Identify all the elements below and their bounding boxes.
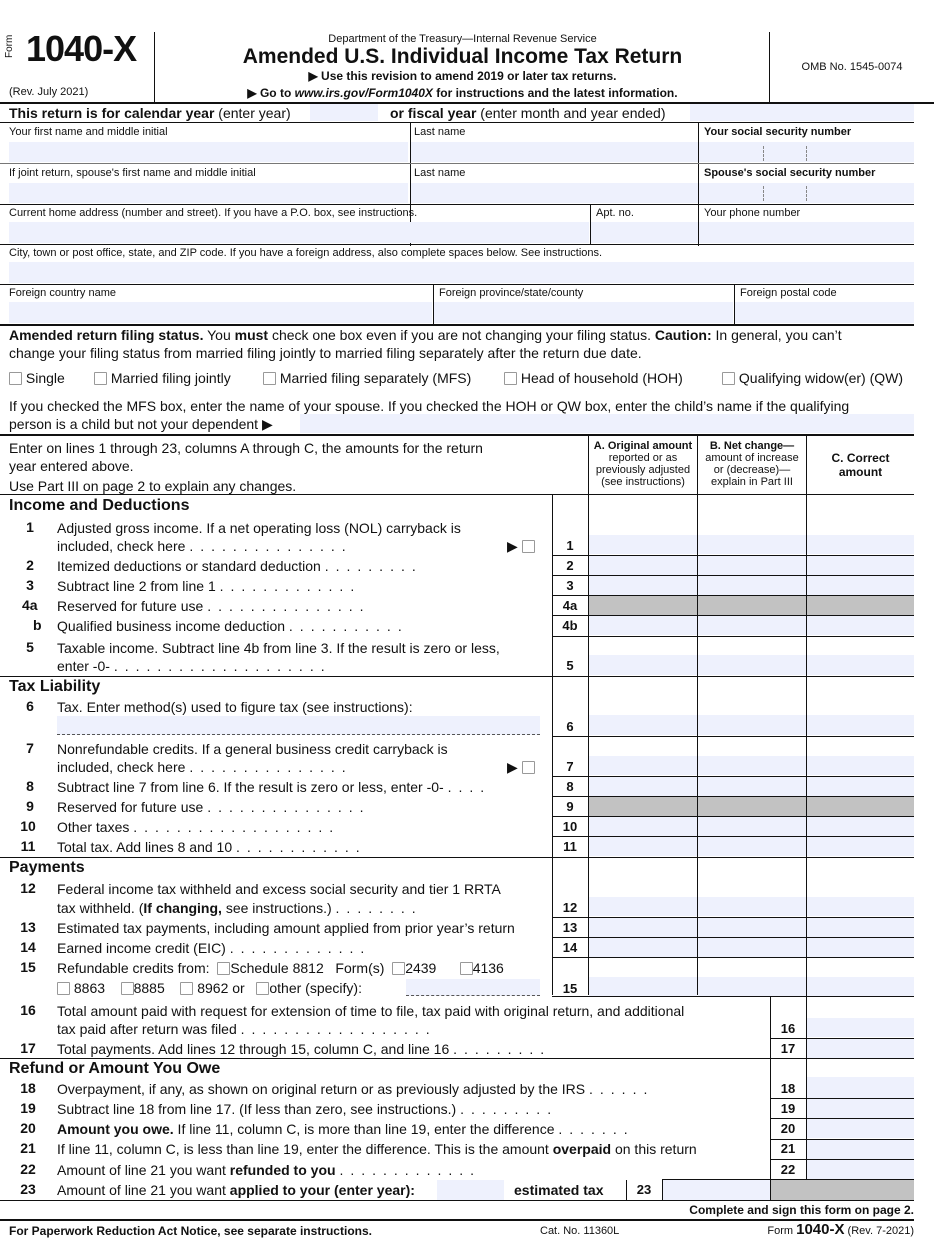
spouse-first-name-input[interactable] — [9, 183, 408, 203]
mfs-checkbox[interactable] — [263, 372, 276, 385]
line-9-box: 9 — [566, 799, 574, 814]
instruction-revision: ▶ Use this revision to amend 2019 or later tax returns. — [308, 69, 617, 83]
line-12-col-a[interactable] — [589, 897, 697, 916]
dependent-label: person is a child but not your dependent ▶ — [9, 416, 273, 432]
line-16-box: 16 — [780, 1021, 796, 1036]
city-label: City, town or post office, state, and ZIP code. If you have a foreign address, also complete spaces below. See instructions. — [9, 247, 603, 259]
line-11-col-a[interactable] — [589, 837, 697, 856]
line-7-text-2: included, check here ............... — [57, 759, 353, 775]
line-9-shaded — [589, 797, 914, 816]
line-14-col-c[interactable] — [807, 938, 914, 957]
foreign-postal-label: Foreign postal code — [740, 287, 837, 299]
line-15-col-b[interactable] — [698, 977, 806, 996]
hoh-label: Head of household (HOH) — [520, 370, 683, 386]
nol-carryback-check[interactable]: ▶ — [507, 537, 535, 555]
columns-intro-3: Use Part III on page 2 to explain any changes. — [9, 478, 297, 494]
line-21-text: If line 11, column C, is less than line 19, enter the difference. This is the amount overpaid on this return — [57, 1141, 697, 1157]
spouse-ssn-separator-1 — [763, 186, 764, 201]
line-4b-number: b — [33, 617, 42, 633]
line-13-number: 13 — [20, 919, 36, 935]
form-title: Amended U.S. Individual Income Tax Return — [242, 45, 683, 68]
line-3-col-c[interactable] — [807, 576, 914, 595]
line-12-text: Federal income tax withheld and excess social security and tier 1 RRTA — [57, 881, 501, 897]
line-8-text: Subtract line 7 from line 6. If the result is zero or less, enter -0- .... — [57, 779, 492, 795]
qw-label: Qualifying widow(er) (QW) — [738, 370, 904, 386]
section-refund: Refund or Amount You Owe — [9, 1060, 221, 1077]
revision-date: (Rev. July 2021) — [9, 86, 89, 98]
line-10-col-a[interactable] — [589, 817, 697, 836]
line-4a-shaded — [589, 596, 914, 615]
line-7-col-b[interactable] — [698, 756, 806, 775]
line-3-col-a[interactable] — [589, 576, 697, 595]
line-15-text: Refundable credits from: Schedule 8812 Form(s) 2439 4136 — [57, 960, 504, 976]
line-23-number: 23 — [20, 1181, 36, 1197]
line-7-col-a[interactable] — [589, 756, 697, 775]
line-7-number: 7 — [26, 740, 34, 756]
line-15-text-2: 8863 8885 8962 or other (specify): — [57, 979, 362, 997]
filing-status-single[interactable] — [9, 369, 65, 387]
omb-number: OMB No. 1545-0074 — [801, 61, 903, 73]
phone-label: Your phone number — [704, 207, 801, 219]
single-label: Single — [25, 370, 65, 386]
city-input[interactable] — [9, 262, 914, 283]
filing-status-caution: change your filing status from married filing jointly to married filing separately after the return due date. — [9, 345, 642, 361]
spouse-ssn-separator-2 — [806, 186, 807, 201]
line-18-number: 18 — [20, 1080, 36, 1096]
column-b-header: B. Net change— amount of increase or (decrease)— explain in Part III — [705, 440, 799, 488]
line-3-text: Subtract line 2 from line 1 ............. — [57, 578, 362, 594]
line-13-box: 13 — [562, 920, 578, 935]
line-15-col-c[interactable] — [807, 977, 914, 996]
line-22-text: Amount of line 21 you want refunded to you ............. — [57, 1162, 482, 1178]
line-15-col-a[interactable] — [589, 977, 697, 996]
other-credit-checkbox[interactable] — [256, 982, 269, 995]
line-10-number: 10 — [20, 818, 36, 834]
line-11-number: 11 — [20, 838, 36, 854]
line-22-box: 22 — [780, 1162, 796, 1177]
line-16-number: 16 — [20, 1002, 36, 1018]
line-1-text-2: included, check here ............... — [57, 538, 353, 554]
columns-intro-2: year entered above. — [9, 458, 134, 474]
department: Department of the Treasury—Internal Revenue Service — [328, 33, 597, 45]
line-9-text: Reserved for future use ............... — [57, 799, 371, 815]
line-21-box: 21 — [780, 1141, 796, 1156]
line-14-box: 14 — [562, 940, 578, 955]
line-8-col-b[interactable] — [698, 777, 806, 796]
line-7-col-c[interactable] — [807, 756, 914, 775]
line-19-box: 19 — [780, 1101, 796, 1116]
instruction-website — [155, 86, 770, 100]
line-17-box: 17 — [780, 1041, 796, 1056]
instruction-prefix: ▶ Go to — [247, 86, 295, 100]
line-16-text: Total amount paid with request for extension of time to file, tax paid with original return, and additional — [57, 1003, 685, 1019]
line-11-col-b[interactable] — [698, 837, 806, 856]
line-4b-col-a[interactable] — [589, 616, 697, 635]
line-14-number: 14 — [20, 939, 36, 955]
section-tax-liability: Tax Liability — [9, 678, 101, 695]
line-18-col-c[interactable] — [807, 1077, 914, 1098]
line-10-col-c[interactable] — [807, 817, 914, 836]
line-2-box: 2 — [566, 558, 574, 573]
complete-sign-notice: Complete and sign this form on page 2. — [689, 1203, 914, 1217]
line-5-col-a[interactable] — [589, 655, 697, 675]
line-3-col-b[interactable] — [698, 576, 806, 595]
line-5-text: Taxable income. Subtract line 4b from line 3. If the result is zero or less, — [57, 640, 500, 656]
fiscal-year-label: or fiscal year (enter month and year ended) — [390, 105, 666, 121]
line-1-text: Adjusted gross income. If a net operating loss (NOL) carryback is — [57, 520, 461, 536]
line-6-box: 6 — [566, 719, 574, 734]
line-8-number: 8 — [26, 778, 34, 794]
line-2-col-a[interactable] — [589, 556, 697, 575]
mfs-label: Married filing separately (MFS) — [279, 370, 472, 386]
column-c-header: C. Correct amount — [831, 451, 890, 479]
line-8-col-a[interactable] — [589, 777, 697, 796]
line-6-number: 6 — [26, 698, 34, 714]
line-6-text: Tax. Enter method(s) used to figure tax (see instructions): — [57, 699, 413, 715]
business-credit-checkbox[interactable] — [522, 761, 535, 774]
line-12-col-b[interactable] — [698, 897, 806, 916]
line-20-box: 20 — [780, 1121, 796, 1136]
line-17-text: Total payments. Add lines 12 through 15, column C, and line 16 ......... — [57, 1041, 552, 1057]
line-1-col-a[interactable] — [589, 535, 697, 554]
line-1-number: 1 — [26, 519, 34, 535]
form-8962-checkbox[interactable] — [180, 982, 193, 995]
hoh-checkbox[interactable] — [504, 372, 517, 385]
calendar-year-input[interactable] — [310, 104, 378, 121]
spouse-first-name-label: If joint return, spouse's first name and middle initial — [9, 167, 256, 179]
ssn-separator-2 — [806, 146, 807, 161]
line-5-text-2: enter -0- .................... — [57, 658, 332, 674]
qw-checkbox[interactable] — [722, 372, 735, 385]
line-19-number: 19 — [20, 1100, 36, 1116]
line-5-box: 5 — [566, 658, 574, 673]
form-8863-checkbox[interactable] — [57, 982, 70, 995]
line-10-text: Other taxes ................... — [57, 819, 341, 835]
tax-method-input[interactable] — [57, 716, 540, 735]
line-13-col-a[interactable] — [589, 918, 697, 937]
line-18-box: 18 — [780, 1081, 796, 1096]
line-5-col-b[interactable] — [698, 655, 806, 675]
phone-input[interactable] — [699, 222, 914, 243]
line-18-text: Overpayment, if any, as shown on original return or as previously adjusted by the IRS ...... — [57, 1081, 655, 1097]
foreign-country-label: Foreign country name — [9, 287, 116, 299]
line-4a-text: Reserved for future use ............... — [57, 598, 371, 614]
line-19-col-c[interactable] — [807, 1099, 914, 1118]
line-13-col-c[interactable] — [807, 918, 914, 937]
line-3-number: 3 — [26, 577, 34, 593]
line-7-box: 7 — [566, 759, 574, 774]
foreign-postal-input[interactable] — [735, 302, 914, 323]
calendar-year-label: This return is for calendar year (enter year) — [9, 105, 291, 121]
line-23-year-input[interactable] — [437, 1180, 504, 1200]
line-9-number: 9 — [26, 798, 34, 814]
line-23-box: 23 — [636, 1182, 652, 1197]
ssn-label: Your social security number — [704, 126, 852, 138]
line-2-number: 2 — [26, 557, 34, 573]
other-credit-input[interactable] — [406, 979, 540, 996]
cat-number: Cat. No. 11360L — [540, 1225, 620, 1237]
line-20-text: Amount you owe. If line 11, column C, is more than line 19, enter the difference ....... — [57, 1121, 635, 1137]
line-10-box: 10 — [562, 819, 578, 834]
line-2-text: Itemized deductions or standard deduction ......... — [57, 558, 423, 574]
foreign-province-input[interactable] — [434, 302, 733, 323]
form-8885-checkbox[interactable] — [121, 982, 134, 995]
line-21-col-c[interactable] — [807, 1140, 914, 1159]
line-1-box: 1 — [566, 538, 574, 553]
irs-link[interactable]: www.irs.gov/Form1040X — [294, 86, 433, 100]
line-11-box: 11 — [563, 839, 577, 854]
line-17-col-c[interactable] — [807, 1039, 914, 1058]
paperwork-notice: For Paperwork Reduction Act Notice, see separate instructions. — [9, 1224, 372, 1238]
line-4a-box: 4a — [562, 598, 578, 613]
section-income-deductions: Income and Deductions — [9, 497, 190, 514]
form-number: 1040-X — [26, 28, 137, 69]
mfj-label: Married filing jointly — [110, 370, 231, 386]
filing-status-hoh[interactable] — [504, 369, 683, 387]
line-3-box: 3 — [566, 578, 574, 593]
nol-checkbox[interactable] — [522, 540, 535, 553]
spouse-last-name-label: Last name — [414, 167, 466, 179]
line-19-text: Subtract line 18 from line 17. (If less than zero, see instructions.) ......... — [57, 1101, 559, 1117]
line-12-number: 12 — [20, 880, 36, 896]
filing-status-qw[interactable] — [722, 369, 903, 387]
spouse-last-name-input[interactable] — [411, 183, 698, 203]
section-payments: Payments — [9, 859, 85, 876]
apt-label: Apt. no. — [596, 207, 634, 219]
line-1-col-c[interactable] — [807, 535, 914, 554]
line-23-estimated-tax: estimated tax — [514, 1182, 604, 1198]
line-15-box: 15 — [562, 981, 578, 996]
line-2-col-b[interactable] — [698, 556, 806, 575]
line-4b-box: 4b — [562, 618, 578, 633]
foreign-province-label: Foreign province/state/county — [439, 287, 584, 299]
line-21-number: 21 — [20, 1140, 36, 1156]
line-17-number: 17 — [20, 1040, 36, 1056]
column-a-header: A. Original amount reported or as previously adjusted (see instructions) — [593, 440, 693, 488]
filing-status-heading: Amended return filing status. You must check one box even if you are not changing your filing status. Caution: In general, you can’t — [9, 327, 842, 343]
line-4b-text: Qualified business income deduction ........... — [57, 618, 409, 634]
spouse-ssn-label: Spouse's social security number — [704, 167, 876, 179]
line-6-col-c[interactable] — [807, 715, 914, 735]
first-name-label: Your first name and middle initial — [9, 126, 168, 138]
line-4a-number: 4a — [22, 597, 38, 613]
line-14-col-b[interactable] — [698, 938, 806, 957]
columns-intro-1: Enter on lines 1 through 23, columns A through C, the amounts for the return — [9, 440, 483, 456]
apt-input[interactable] — [591, 222, 698, 243]
line-10-col-b[interactable] — [698, 817, 806, 836]
filing-status-mfs[interactable] — [263, 369, 471, 387]
line-12-text-2: tax withheld. (If changing, see instructions.) ........ — [57, 900, 423, 916]
fiscal-year-input[interactable] — [690, 104, 914, 121]
line-12-box: 12 — [562, 900, 578, 915]
line-6-col-a[interactable] — [589, 715, 697, 735]
line-23-text: Amount of line 21 you want applied to your (enter year): — [57, 1182, 415, 1198]
line-13-col-b[interactable] — [698, 918, 806, 937]
form-4136-checkbox[interactable] — [460, 962, 473, 975]
address-input[interactable] — [9, 222, 589, 243]
mfs-instructions: If you checked the MFS box, enter the name of your spouse. If you checked the HOH or QW box, enter the child’s name if the qualifying — [9, 398, 850, 414]
form-word: Form — [4, 34, 15, 58]
line-20-col-c[interactable] — [807, 1119, 914, 1138]
line-20-number: 20 — [20, 1120, 36, 1136]
instruction-suffix: for instructions and the latest information. — [432, 86, 678, 100]
line-11-col-c[interactable] — [807, 837, 914, 856]
line-22-col-c[interactable] — [807, 1160, 914, 1179]
ssn-separator-1 — [763, 146, 764, 161]
line-8-box: 8 — [566, 779, 574, 794]
line-14-text: Earned income credit (EIC) ............. — [57, 940, 372, 956]
line-4b-col-c[interactable] — [807, 616, 914, 635]
line-5-number: 5 — [26, 639, 34, 655]
line-12-col-c[interactable] — [807, 897, 914, 916]
single-checkbox[interactable] — [9, 372, 22, 385]
schedule-8812-checkbox[interactable] — [217, 962, 230, 975]
line-1-col-b[interactable] — [698, 535, 806, 554]
line-7-text: Nonrefundable credits. If a general business credit carryback is — [57, 741, 448, 757]
line-11-text: Total tax. Add lines 8 and 10 ............ — [57, 839, 367, 855]
form-2439-checkbox[interactable] — [392, 962, 405, 975]
line-2-col-c[interactable] — [807, 556, 914, 575]
last-name-label: Last name — [414, 126, 466, 138]
mfj-checkbox[interactable] — [94, 372, 107, 385]
line-22-number: 22 — [20, 1161, 36, 1177]
line-6-col-b[interactable] — [698, 715, 806, 735]
line-16-col-c[interactable] — [807, 1018, 914, 1037]
line-14-col-a[interactable] — [589, 938, 697, 957]
line-16-text-2: tax paid after return was filed .................. — [57, 1021, 437, 1037]
dependent-name-input[interactable] — [300, 414, 914, 433]
line-23-shaded — [771, 1180, 914, 1200]
line-4b-col-b[interactable] — [698, 616, 806, 635]
line-5-col-c[interactable] — [807, 655, 914, 675]
first-name-input[interactable] — [9, 142, 408, 162]
line-8-col-c[interactable] — [807, 777, 914, 796]
last-name-input[interactable] — [411, 142, 698, 162]
business-credit-carryback-check[interactable]: ▶ — [507, 758, 535, 776]
address-label: Current home address (number and street). If you have a P.O. box, see instructions. — [9, 207, 418, 219]
line-23-amount-input[interactable] — [663, 1180, 770, 1200]
footer-form-id: Form 1040-X (Rev. 7-2021) — [767, 1221, 914, 1238]
line-13-text: Estimated tax payments, including amount applied from prior year’s return — [57, 920, 515, 936]
foreign-country-input[interactable] — [9, 302, 432, 323]
filing-status-mfj[interactable] — [94, 369, 231, 387]
line-15-number: 15 — [20, 959, 36, 975]
